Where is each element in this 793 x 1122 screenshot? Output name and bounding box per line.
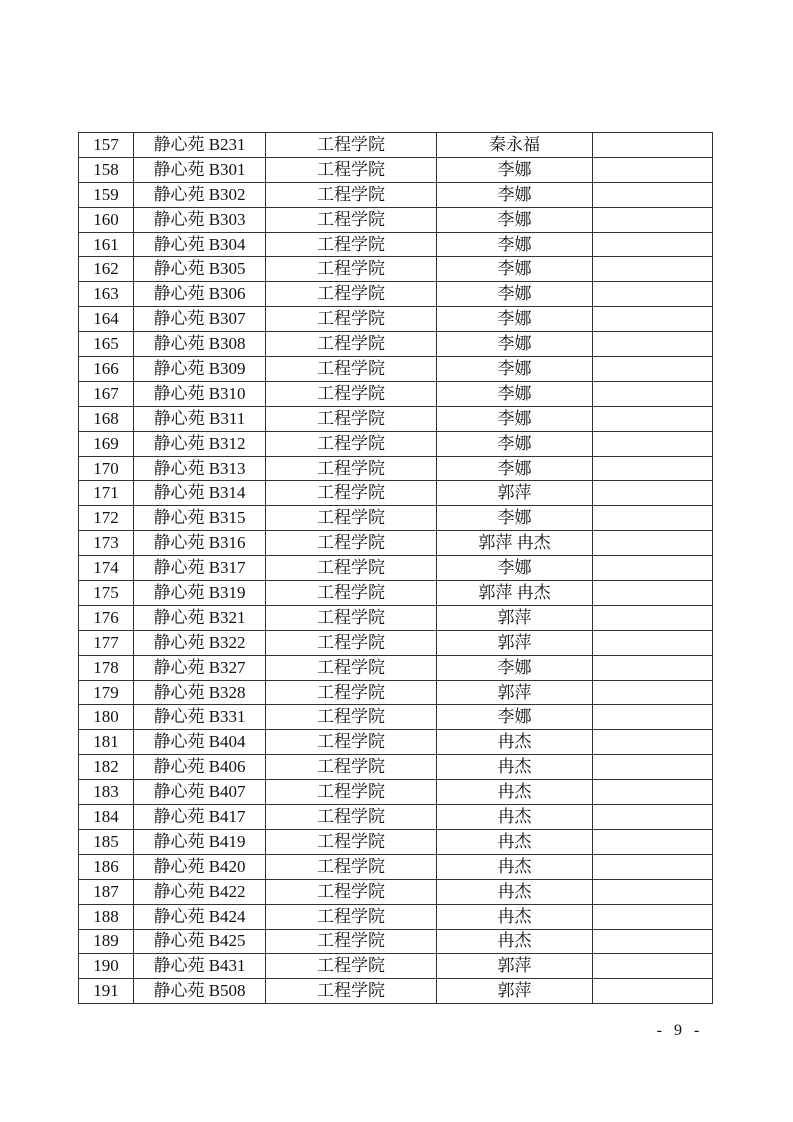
row-number-cell: 174 [79,556,134,581]
table-row [79,755,713,780]
row-number-cell: 175 [79,581,134,606]
table-row [79,232,713,257]
note-cell [593,456,713,481]
room-cell: 静心苑 B314 [134,481,266,506]
table-row [79,829,713,854]
school-cell: 工程学院 [266,730,437,755]
table-row [79,481,713,506]
row-number-cell: 171 [79,481,134,506]
room-cell: 静心苑 B331 [134,705,266,730]
school-cell: 工程学院 [266,630,437,655]
table-row [79,954,713,979]
room-cell: 静心苑 B308 [134,332,266,357]
table-row [79,630,713,655]
manager-cell: 李娜 [437,406,593,431]
row-number-cell: 188 [79,904,134,929]
school-cell: 工程学院 [266,805,437,830]
note-cell [593,705,713,730]
note-cell [593,954,713,979]
manager-cell: 李娜 [437,307,593,332]
note-cell [593,481,713,506]
school-cell: 工程学院 [266,133,437,158]
note-cell [593,133,713,158]
manager-cell: 李娜 [437,381,593,406]
manager-cell: 郭萍 [437,605,593,630]
table-row [79,730,713,755]
table-row [79,705,713,730]
school-cell: 工程学院 [266,929,437,954]
note-cell [593,556,713,581]
room-cell: 静心苑 B311 [134,406,266,431]
manager-cell: 郭萍 [437,979,593,1004]
row-number-cell: 186 [79,854,134,879]
manager-cell: 冉杰 [437,904,593,929]
row-number-cell: 184 [79,805,134,830]
room-cell: 静心苑 B327 [134,655,266,680]
room-cell: 静心苑 B309 [134,357,266,382]
room-cell: 静心苑 B319 [134,581,266,606]
school-cell: 工程学院 [266,381,437,406]
row-number-cell: 180 [79,705,134,730]
school-cell: 工程学院 [266,182,437,207]
manager-cell: 郭萍 [437,630,593,655]
table-row [79,979,713,1004]
school-cell: 工程学院 [266,431,437,456]
note-cell [593,879,713,904]
table-row [79,257,713,282]
school-cell: 工程学院 [266,257,437,282]
school-cell: 工程学院 [266,282,437,307]
room-cell: 静心苑 B302 [134,182,266,207]
row-number-cell: 187 [79,879,134,904]
note-cell [593,979,713,1004]
row-number-cell: 172 [79,506,134,531]
note-cell [593,854,713,879]
note-cell [593,381,713,406]
row-number-cell: 173 [79,531,134,556]
table-row [79,182,713,207]
table-row [79,581,713,606]
manager-cell: 郭萍 冉杰 [437,581,593,606]
row-number-cell: 165 [79,332,134,357]
note-cell [593,232,713,257]
room-cell: 静心苑 B328 [134,680,266,705]
school-cell: 工程学院 [266,979,437,1004]
note-cell [593,581,713,606]
page-number: - 9 - [656,1022,704,1039]
table-row [79,805,713,830]
school-cell: 工程学院 [266,581,437,606]
manager-cell: 李娜 [437,207,593,232]
note-cell [593,605,713,630]
room-cell: 静心苑 B310 [134,381,266,406]
table-row [79,431,713,456]
table-row [79,406,713,431]
manager-cell: 郭萍 [437,481,593,506]
room-cell: 静心苑 B312 [134,431,266,456]
row-number-cell: 179 [79,680,134,705]
school-cell: 工程学院 [266,854,437,879]
row-number-cell: 190 [79,954,134,979]
row-number-cell: 189 [79,929,134,954]
room-cell: 静心苑 B307 [134,307,266,332]
school-cell: 工程学院 [266,406,437,431]
manager-cell: 郭萍 [437,680,593,705]
note-cell [593,630,713,655]
table-row [79,456,713,481]
note-cell [593,431,713,456]
note-cell [593,282,713,307]
school-cell: 工程学院 [266,531,437,556]
room-cell: 静心苑 B306 [134,282,266,307]
note-cell [593,680,713,705]
manager-cell: 冉杰 [437,854,593,879]
room-cell: 静心苑 B508 [134,979,266,1004]
school-cell: 工程学院 [266,655,437,680]
row-number-cell: 191 [79,979,134,1004]
note-cell [593,531,713,556]
school-cell: 工程学院 [266,605,437,630]
manager-cell: 冉杰 [437,730,593,755]
note-cell [593,157,713,182]
manager-cell: 李娜 [437,357,593,382]
school-cell: 工程学院 [266,879,437,904]
room-cell: 静心苑 B313 [134,456,266,481]
school-cell: 工程学院 [266,357,437,382]
room-cell: 静心苑 B317 [134,556,266,581]
room-cell: 静心苑 B301 [134,157,266,182]
table-body [79,133,713,1004]
note-cell [593,730,713,755]
row-number-cell: 167 [79,381,134,406]
room-cell: 静心苑 B419 [134,829,266,854]
note-cell [593,406,713,431]
row-number-cell: 170 [79,456,134,481]
table-row [79,133,713,158]
table-row [79,157,713,182]
room-cell: 静心苑 B420 [134,854,266,879]
note-cell [593,307,713,332]
row-number-cell: 182 [79,755,134,780]
row-number-cell: 157 [79,133,134,158]
school-cell: 工程学院 [266,506,437,531]
table-row [79,357,713,382]
note-cell [593,182,713,207]
note-cell [593,805,713,830]
table-row [79,879,713,904]
row-number-cell: 162 [79,257,134,282]
school-cell: 工程学院 [266,481,437,506]
school-cell: 工程学院 [266,232,437,257]
room-cell: 静心苑 B316 [134,531,266,556]
table-row [79,207,713,232]
manager-cell: 冉杰 [437,780,593,805]
manager-cell: 冉杰 [437,929,593,954]
table-row [79,556,713,581]
room-cell: 静心苑 B417 [134,805,266,830]
row-number-cell: 176 [79,605,134,630]
note-cell [593,829,713,854]
table-row [79,307,713,332]
school-cell: 工程学院 [266,680,437,705]
room-cell: 静心苑 B322 [134,630,266,655]
room-cell: 静心苑 B431 [134,954,266,979]
note-cell [593,357,713,382]
room-cell: 静心苑 B305 [134,257,266,282]
row-number-cell: 164 [79,307,134,332]
school-cell: 工程学院 [266,755,437,780]
row-number-cell: 159 [79,182,134,207]
school-cell: 工程学院 [266,705,437,730]
manager-cell: 冉杰 [437,805,593,830]
school-cell: 工程学院 [266,780,437,805]
table-row [79,854,713,879]
row-number-cell: 161 [79,232,134,257]
dormitory-table [78,132,713,1004]
manager-cell: 郭萍 [437,954,593,979]
room-cell: 静心苑 B424 [134,904,266,929]
table-row [79,655,713,680]
manager-cell: 李娜 [437,456,593,481]
room-cell: 静心苑 B304 [134,232,266,257]
room-cell: 静心苑 B406 [134,755,266,780]
row-number-cell: 160 [79,207,134,232]
manager-cell: 李娜 [437,332,593,357]
room-cell: 静心苑 B425 [134,929,266,954]
manager-cell: 李娜 [437,182,593,207]
manager-cell: 冉杰 [437,755,593,780]
table-row [79,680,713,705]
row-number-cell: 177 [79,630,134,655]
room-cell: 静心苑 B315 [134,506,266,531]
manager-cell: 李娜 [437,157,593,182]
school-cell: 工程学院 [266,456,437,481]
table-row [79,381,713,406]
manager-cell: 李娜 [437,506,593,531]
school-cell: 工程学院 [266,954,437,979]
row-number-cell: 181 [79,730,134,755]
manager-cell: 秦永福 [437,133,593,158]
note-cell [593,207,713,232]
note-cell [593,655,713,680]
manager-cell: 冉杰 [437,829,593,854]
note-cell [593,904,713,929]
note-cell [593,780,713,805]
table-row [79,605,713,630]
school-cell: 工程学院 [266,207,437,232]
note-cell [593,332,713,357]
manager-cell: 李娜 [437,282,593,307]
school-cell: 工程学院 [266,556,437,581]
table-row [79,929,713,954]
room-cell: 静心苑 B231 [134,133,266,158]
school-cell: 工程学院 [266,157,437,182]
table-row [79,332,713,357]
table-row [79,780,713,805]
table-row [79,506,713,531]
manager-cell: 李娜 [437,431,593,456]
school-cell: 工程学院 [266,332,437,357]
row-number-cell: 183 [79,780,134,805]
manager-cell: 李娜 [437,705,593,730]
room-cell: 静心苑 B321 [134,605,266,630]
room-cell: 静心苑 B303 [134,207,266,232]
note-cell [593,257,713,282]
row-number-cell: 158 [79,157,134,182]
row-number-cell: 185 [79,829,134,854]
school-cell: 工程学院 [266,904,437,929]
manager-cell: 李娜 [437,257,593,282]
row-number-cell: 163 [79,282,134,307]
room-cell: 静心苑 B407 [134,780,266,805]
row-number-cell: 166 [79,357,134,382]
manager-cell: 李娜 [437,556,593,581]
row-number-cell: 168 [79,406,134,431]
manager-cell: 郭萍 冉杰 [437,531,593,556]
note-cell [593,506,713,531]
room-cell: 静心苑 B404 [134,730,266,755]
table-row [79,282,713,307]
note-cell [593,929,713,954]
manager-cell: 冉杰 [437,879,593,904]
note-cell [593,755,713,780]
manager-cell: 李娜 [437,655,593,680]
manager-cell: 李娜 [437,232,593,257]
table-row [79,531,713,556]
school-cell: 工程学院 [266,307,437,332]
table-row [79,904,713,929]
row-number-cell: 169 [79,431,134,456]
room-cell: 静心苑 B422 [134,879,266,904]
row-number-cell: 178 [79,655,134,680]
school-cell: 工程学院 [266,829,437,854]
